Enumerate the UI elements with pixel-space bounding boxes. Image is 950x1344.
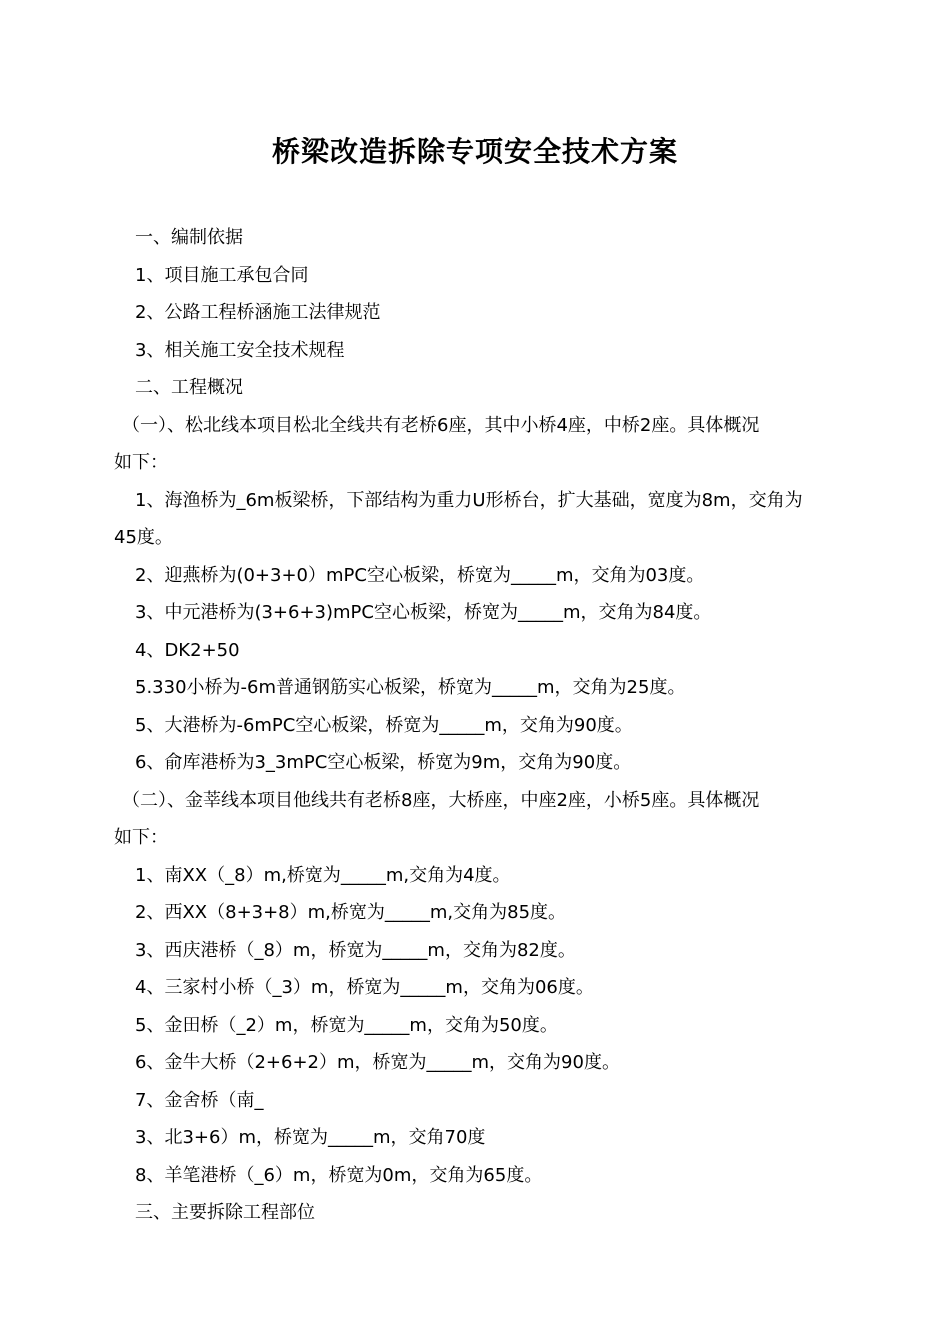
text-line: 3、相关施工安全技术规程 bbox=[135, 339, 345, 361]
document-body bbox=[114, 219, 838, 1232]
text-line: 3、中元港桥为(3+6+3)mPC空心板梁，桥宽为_____m，交角为84度。 bbox=[135, 602, 712, 623]
text-line: 4、DK2+50 bbox=[135, 639, 240, 661]
text-line: 6、金牛大桥（2+6+2）m，桥宽为_____m，交角为90度。 bbox=[135, 1052, 620, 1073]
text-line: 5、金田桥（_2）m，桥宽为_____m，交角为50度。 bbox=[135, 1014, 558, 1036]
text-line: 4、三家村小桥（_3）m，桥宽为_____m，交角为06度。 bbox=[135, 977, 594, 998]
text-line: 三、主要拆除工程部位 bbox=[135, 1202, 315, 1223]
text-line: 8、羊笔港桥（_6）m，桥宽为0m，交角为65度。 bbox=[135, 1164, 543, 1186]
text-line: 1、海渔桥为_6m板梁桥，下部结构为重力U形桥台，扩大基础，宽度为8m，交角为 bbox=[135, 489, 803, 511]
text-line: 2、公路工程桥涵施工法律规范 bbox=[135, 302, 381, 323]
text-line: 如下： bbox=[114, 827, 168, 848]
text-line: （一）、松北线本项目松北全线共有老桥6座，其中小桥4座，中桥2座。具体概况 bbox=[122, 414, 760, 436]
text-line: 5.330小桥为-6m普通钢筋实心板梁，桥宽为_____m，交角为25度。 bbox=[135, 677, 686, 698]
text-line: 3、西庆港桥（_8）m，桥宽为_____m，交角为82度。 bbox=[135, 939, 576, 961]
text-line: 二、工程概况 bbox=[135, 377, 243, 398]
text-line: 5、大港桥为-6mPC空心板梁，桥宽为_____m，交角为90度。 bbox=[135, 714, 633, 736]
text-line: 7、金舍桥（南_ bbox=[135, 1089, 264, 1111]
text-line: 3、北3+6）m，桥宽为_____m，交角70度 bbox=[135, 1127, 486, 1148]
text-line: 1、项目施工承包合同 bbox=[135, 264, 309, 286]
document-title: 桥梁改造拆除专项安全技术方案 bbox=[271, 135, 678, 168]
text-line: 如下： bbox=[114, 452, 168, 473]
text-line: （二）、金莘线本项目他线共有老桥8座，大桥座，中座2座，小桥5座。具体概况 bbox=[122, 789, 760, 811]
text-line: 1、南XX（_8）m,桥宽为_____m,交角为4度。 bbox=[135, 864, 511, 886]
text-line: 45度。 bbox=[114, 527, 173, 548]
text-line: 6、俞库港桥为3_3mPC空心板梁，桥宽为9m，交角为90度。 bbox=[135, 752, 632, 773]
text-line: 一、编制依据 bbox=[135, 227, 243, 248]
text-line: 2、迎燕桥为(0+3+0）mPC空心板梁，桥宽为_____m，交角为03度。 bbox=[135, 564, 705, 586]
text-line: 2、西XX（8+3+8）m,桥宽为_____m,交角为85度。 bbox=[135, 902, 567, 923]
